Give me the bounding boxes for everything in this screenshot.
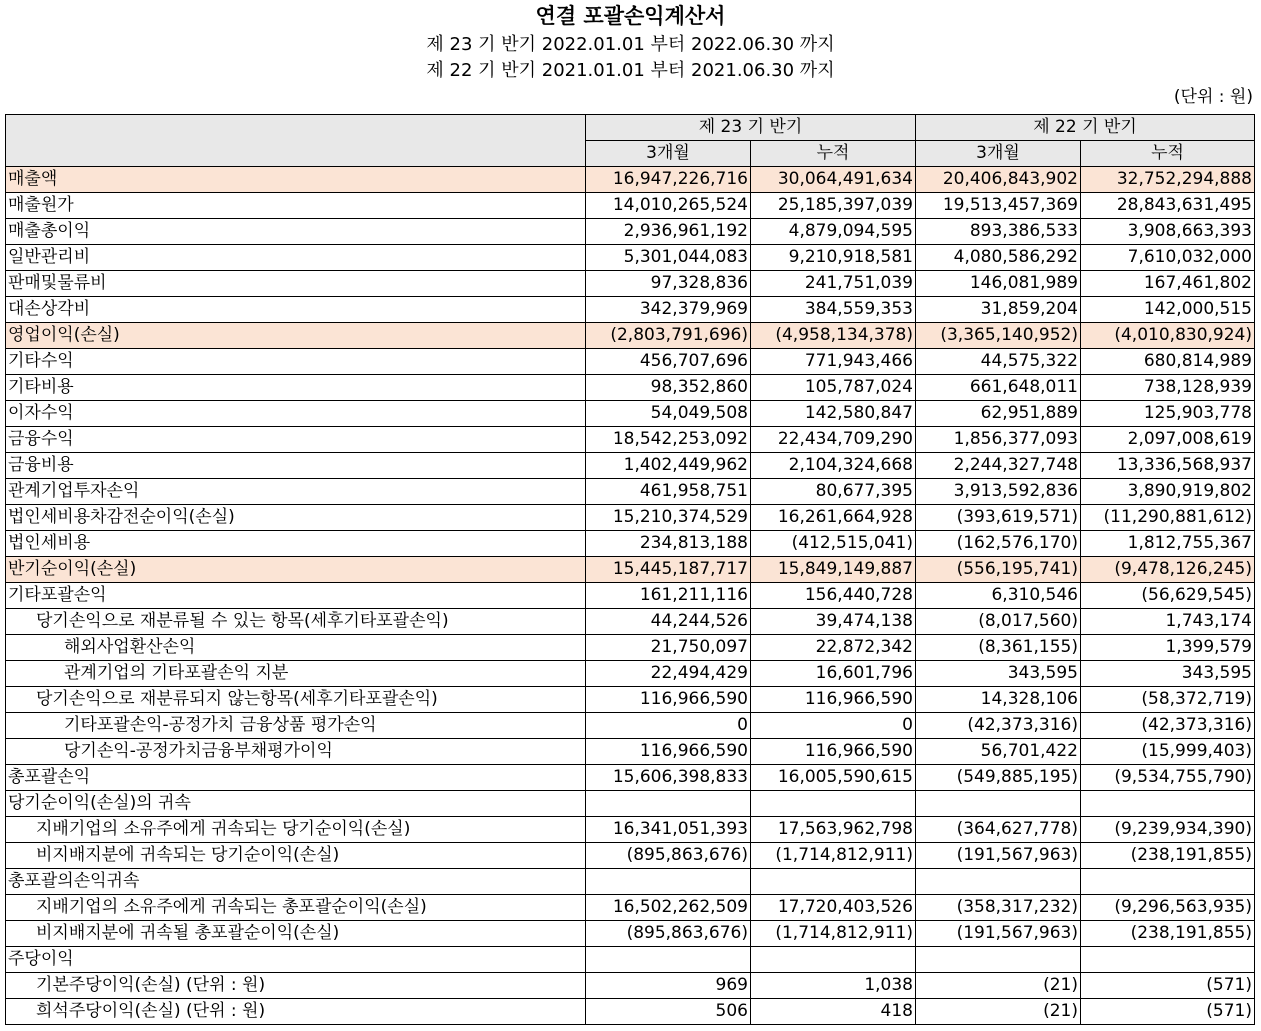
row-label: 총포괄손익 [6,765,586,791]
table-row [6,713,1255,739]
row-value: 6,310,546 [916,583,1081,609]
statement-title: 연결 포괄손익계산서 [535,4,726,28]
row-value: (8,361,155) [916,635,1081,661]
row-value: (9,478,126,245) [1081,557,1255,583]
row-value: (238,191,855) [1081,843,1255,869]
row-value: 17,720,403,526 [751,895,916,921]
row-value [586,791,751,817]
row-value: 771,943,466 [751,349,916,375]
row-value: 5,301,044,083 [586,245,751,271]
row-value: 25,185,397,039 [751,193,916,219]
row-value: 28,843,631,495 [1081,193,1255,219]
row-value: 80,677,395 [751,479,916,505]
row-label: 비지배지분에 귀속될 총포괄순이익(손실) [6,921,586,947]
row-value: 62,951,889 [916,401,1081,427]
row-label: 당기손익으로 재분류되지 않는항목(세후기타포괄손익) [6,687,586,713]
row-value: 1,743,174 [1081,609,1255,635]
row-label: 지배기업의 소유주에게 귀속되는 총포괄순이익(손실) [6,895,586,921]
row-value: 2,104,324,668 [751,453,916,479]
row-value: 661,648,011 [916,375,1081,401]
row-value: 22,494,429 [586,661,751,687]
row-value: 9,210,918,581 [751,245,916,271]
table-row [6,557,1255,583]
header-prior-3m: 3개월 [916,141,1081,167]
row-value: 16,601,796 [751,661,916,687]
table-row [6,271,1255,297]
row-value: 142,580,847 [751,401,916,427]
row-value [586,869,751,895]
row-value: 0 [751,713,916,739]
row-value: 44,575,322 [916,349,1081,375]
row-value: (162,576,170) [916,531,1081,557]
row-value: 16,947,226,716 [586,167,751,193]
table-row [6,817,1255,843]
row-value: 56,701,422 [916,739,1081,765]
row-value [916,791,1081,817]
row-label: 비지배지분에 귀속되는 당기순이익(손실) [6,843,586,869]
row-value: 2,244,327,748 [916,453,1081,479]
row-label: 영업이익(손실) [6,323,586,349]
header-period-prior: 제 22 기 반기 [916,115,1255,141]
row-value: 116,966,590 [751,739,916,765]
row-label: 관계기업의 기타포괄손익 지분 [6,661,586,687]
row-label: 일반관리비 [6,245,586,271]
row-value: 343,595 [916,661,1081,687]
row-value [1081,947,1255,973]
row-value: (42,373,316) [916,713,1081,739]
row-value: (9,296,563,935) [1081,895,1255,921]
period-current: 제 23 기 반기 2022.01.01 부터 2022.06.30 까지 [426,34,835,55]
row-value: (571) [1081,999,1255,1025]
row-label: 기타포괄손익-공정가치 금융상품 평가손익 [6,713,586,739]
table-row [6,453,1255,479]
row-value: 7,610,032,000 [1081,245,1255,271]
row-value: 738,128,939 [1081,375,1255,401]
header-current-cumulative: 누적 [751,141,916,167]
row-value: 105,787,024 [751,375,916,401]
table-row [6,297,1255,323]
row-label: 해외사업환산손익 [6,635,586,661]
row-value: 456,707,696 [586,349,751,375]
table-row [6,323,1255,349]
table-row [6,843,1255,869]
table-row [6,921,1255,947]
row-value: 2,936,961,192 [586,219,751,245]
row-value: (3,365,140,952) [916,323,1081,349]
row-value: 19,513,457,369 [916,193,1081,219]
row-value: (364,627,778) [916,817,1081,843]
row-value: 97,328,836 [586,271,751,297]
row-label: 지배기업의 소유주에게 귀속되는 당기순이익(손실) [6,817,586,843]
row-value: 18,542,253,092 [586,427,751,453]
row-value: (4,958,134,378) [751,323,916,349]
row-value: 461,958,751 [586,479,751,505]
row-value: 116,966,590 [586,739,751,765]
row-value: (238,191,855) [1081,921,1255,947]
row-value: 1,038 [751,973,916,999]
row-value: 32,752,294,888 [1081,167,1255,193]
row-value: (11,290,881,612) [1081,505,1255,531]
table-row [6,739,1255,765]
row-label: 기본주당이익(손실) (단위 : 원) [6,973,586,999]
table-row [6,583,1255,609]
header-period-current: 제 23 기 반기 [586,115,916,141]
row-label: 매출액 [6,167,586,193]
table-row [6,193,1255,219]
row-label: 당기손익으로 재분류될 수 있는 항목(세후기타포괄손익) [6,609,586,635]
table-row [6,635,1255,661]
row-value [751,869,916,895]
row-value: 234,813,188 [586,531,751,557]
row-value: (393,619,571) [916,505,1081,531]
row-value: (9,534,755,790) [1081,765,1255,791]
row-value: 680,814,989 [1081,349,1255,375]
row-value: 3,913,592,836 [916,479,1081,505]
table-row [6,167,1255,193]
row-value: 20,406,843,902 [916,167,1081,193]
row-value: 16,005,590,615 [751,765,916,791]
row-value: 142,000,515 [1081,297,1255,323]
row-value: 167,461,802 [1081,271,1255,297]
row-value: 16,261,664,928 [751,505,916,531]
row-value: 22,872,342 [751,635,916,661]
table-row [6,349,1255,375]
row-value: 1,856,377,093 [916,427,1081,453]
table-row [6,973,1255,999]
row-value: 418 [751,999,916,1025]
table-row [6,427,1255,453]
table-row [6,505,1255,531]
row-value: (191,567,963) [916,843,1081,869]
row-value: 342,379,969 [586,297,751,323]
row-value: 17,563,962,798 [751,817,916,843]
table-row [6,401,1255,427]
row-value: (571) [1081,973,1255,999]
row-value: 13,336,568,937 [1081,453,1255,479]
row-value: (56,629,545) [1081,583,1255,609]
row-label: 기타포괄손익 [6,583,586,609]
row-value [916,947,1081,973]
row-value: 1,399,579 [1081,635,1255,661]
row-value: (358,317,232) [916,895,1081,921]
row-value: (2,803,791,696) [586,323,751,349]
row-value: 14,328,106 [916,687,1081,713]
row-value: (21) [916,999,1081,1025]
row-label: 당기순이익(손실)의 귀속 [6,791,586,817]
row-label: 금융비용 [6,453,586,479]
row-value: 44,244,526 [586,609,751,635]
table-row [6,869,1255,895]
row-value: 969 [586,973,751,999]
table-row [6,661,1255,687]
table-row [6,219,1255,245]
row-value: (42,373,316) [1081,713,1255,739]
row-value: 15,606,398,833 [586,765,751,791]
row-value: (58,372,719) [1081,687,1255,713]
row-label: 대손상각비 [6,297,586,323]
row-value: (412,515,041) [751,531,916,557]
statement-rows [6,167,1255,1025]
row-value [1081,869,1255,895]
row-value: 4,080,586,292 [916,245,1081,271]
row-label: 매출원가 [6,193,586,219]
row-label: 법인세비용 [6,531,586,557]
period-prior: 제 22 기 반기 2021.01.01 부터 2021.06.30 까지 [426,60,835,81]
row-label: 희석주당이익(손실) (단위 : 원) [6,999,586,1025]
row-value: (8,017,560) [916,609,1081,635]
header-current-3m: 3개월 [586,141,751,167]
row-value: 4,879,094,595 [751,219,916,245]
row-value: 2,097,008,619 [1081,427,1255,453]
row-label: 관계기업투자손익 [6,479,586,505]
row-value [751,791,916,817]
row-value: 22,434,709,290 [751,427,916,453]
row-value: 1,402,449,962 [586,453,751,479]
row-value: (1,714,812,911) [751,921,916,947]
row-value: 54,049,508 [586,401,751,427]
row-value: 893,386,533 [916,219,1081,245]
statement-header [0,0,1261,110]
row-value: (895,863,676) [586,843,751,869]
row-value: (549,885,195) [916,765,1081,791]
row-value: 3,908,663,393 [1081,219,1255,245]
row-value: 146,081,989 [916,271,1081,297]
row-value: 31,859,204 [916,297,1081,323]
row-value: (4,010,830,924) [1081,323,1255,349]
table-row [6,999,1255,1025]
row-value: 30,064,491,634 [751,167,916,193]
table-row [6,375,1255,401]
table-row [6,791,1255,817]
row-label: 반기순이익(손실) [6,557,586,583]
row-value: (15,999,403) [1081,739,1255,765]
row-label: 법인세비용차감전순이익(손실) [6,505,586,531]
row-value: (556,195,741) [916,557,1081,583]
row-label: 기타비용 [6,375,586,401]
row-value: 3,890,919,802 [1081,479,1255,505]
row-value [1081,791,1255,817]
row-value: 98,352,860 [586,375,751,401]
header-blank [6,115,586,167]
row-label: 기타수익 [6,349,586,375]
row-label: 매출총이익 [6,219,586,245]
row-value: 14,010,265,524 [586,193,751,219]
row-value: 39,474,138 [751,609,916,635]
row-label: 이자수익 [6,401,586,427]
income-statement-table [5,114,1255,1025]
row-value: (9,239,934,390) [1081,817,1255,843]
table-row [6,687,1255,713]
row-value: 16,502,262,509 [586,895,751,921]
row-value: 1,812,755,367 [1081,531,1255,557]
row-value: 16,341,051,393 [586,817,751,843]
row-value: 15,210,374,529 [586,505,751,531]
table-row [6,609,1255,635]
row-label: 총포괄의손익귀속 [6,869,586,895]
table-row [6,895,1255,921]
row-value: 156,440,728 [751,583,916,609]
row-label: 당기손익-공정가치금융부채평가이익 [6,739,586,765]
row-value: 241,751,039 [751,271,916,297]
row-value: 21,750,097 [586,635,751,661]
row-label: 금융수익 [6,427,586,453]
header-prior-cumulative: 누적 [1081,141,1255,167]
row-value: (21) [916,973,1081,999]
row-value: (1,714,812,911) [751,843,916,869]
row-value [586,947,751,973]
row-value [916,869,1081,895]
row-label: 판매및물류비 [6,271,586,297]
row-value: 384,559,353 [751,297,916,323]
table-row [6,531,1255,557]
row-label: 주당이익 [6,947,586,973]
row-value: 116,966,590 [751,687,916,713]
row-value [751,947,916,973]
table-row [6,245,1255,271]
row-value: 343,595 [1081,661,1255,687]
table-row [6,765,1255,791]
row-value: (191,567,963) [916,921,1081,947]
row-value: 15,849,149,887 [751,557,916,583]
table-row [6,479,1255,505]
row-value: (895,863,676) [586,921,751,947]
row-value: 0 [586,713,751,739]
row-value: 125,903,778 [1081,401,1255,427]
row-value: 506 [586,999,751,1025]
row-value: 161,211,116 [586,583,751,609]
table-row [6,947,1255,973]
unit-label: (단위 : 원) [1173,87,1253,107]
row-value: 116,966,590 [586,687,751,713]
row-value: 15,445,187,717 [586,557,751,583]
